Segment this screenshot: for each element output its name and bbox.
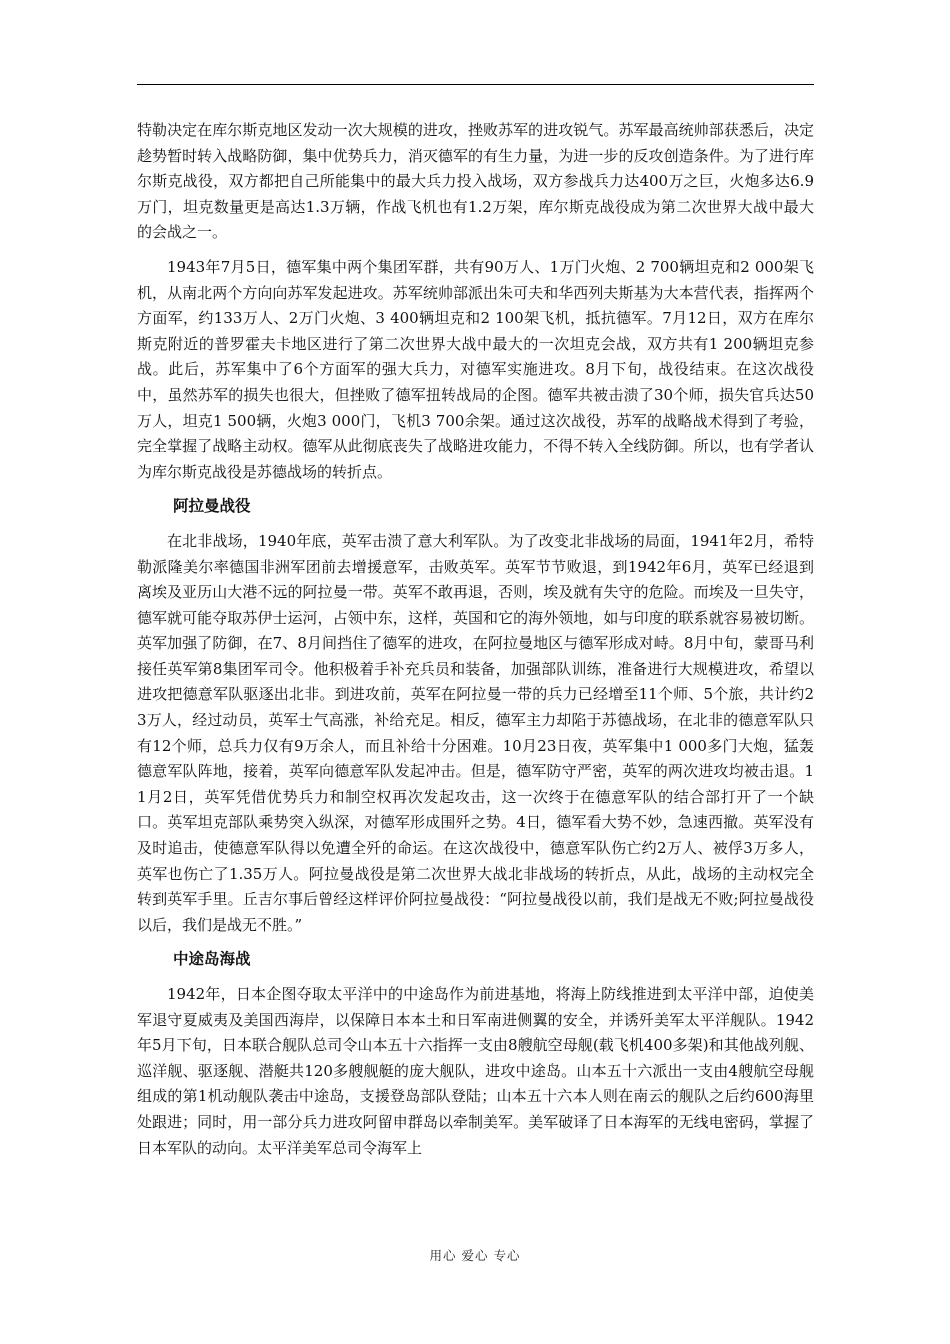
section-heading-alamein: 阿拉曼战役 <box>173 497 251 516</box>
paragraph-alamein: 在北非战场，1940年底，英军击溃了意大利军队。为了改变北非战场的局面，1941年2月，希特勒派隆美尔率德国非洲军团前去增援意军，击败英军。英军节节败退，到1942年6月，英军已经退到离埃及亚历山大港不远的阿拉曼一带。英军不敢再退，否则，埃及就有失守的危险。而埃及一旦失守，德军就可能夺取苏伊士运河，占领中东，这样，英国和它的海外领地，如与印度的联系就容易被切断。英军加强了防御，在7、8月间挡住了德军的进攻，在阿拉曼地区与德军形成对峙。8月中旬，蒙哥马利接任英军第8集团军司令。他积极着手补充兵员和装备，加强部队训练，准备进行大规模进攻，希望以进攻把德意军队驱逐出北非。到进攻前，英军在阿拉曼一带的兵力已经增至11个师、5个旅，共计约23万人，经过动员，英军士气高涨，补给充足。相反，德军主力却陷于苏德战场，在北非的德意军队只有12个师，总兵力仅有9万余人，而且补给十分困难。10月23日夜，英军集中1 000多门大炮，猛轰德意军队阵地，接着，英军向德意军队发起冲击。但是，德军防守严密，英军的两次进攻均被击退。11月2日，英军凭借优势兵力和制空权再次发起攻击，这一次终于在德意军队的结合部打开了一个缺口。英军坦克部队乘势突入纵深，对德军形成围歼之势。4日，德军看大势不妙，急速西撤。英军没有及时追击，使德意军队得以免遭全歼的命运。在这次战役中，德意军队伤亡约2万人、被俘3万多人，英军也伤亡了1.35万人。阿拉曼战役是第二次世界大战北非战场的转折点，从此，战场的主动权完全转到英军手里。丘吉尔事后曾经这样评价阿拉曼战役：“阿拉曼战役以前，我们是战无不败;阿拉曼战役以后，我们是战无不胜。” <box>137 531 815 934</box>
paragraph-kursk-battle: 1943年7月5日，德军集中两个集团军群，共有90万人、1万门火炮、2 700辆坦克和2 000架飞机，从南北两个方向向苏军发起进攻。苏军统帅部派出朱可夫和华西列夫斯基为大本营代表，指挥两个方面军，约133万人、2万门火炮、3 400辆坦克和2 100架飞机，抵抗德军。7月12日，双方在库尔斯克附近的普罗霍夫卡地区进行了第二次世界大战中最大的一次坦克会战，双方共有1 200辆坦克参战。此后，苏军集中了6个方面军的强大兵力，对德军实施进攻。8月下旬，战役结束。在这次战役中，虽然苏军的损失也很大，但挫败了德军扭转战局的企图。德军共被击溃了30个师，损失官兵达50万人，坦克1 500辆，火炮3 000门，飞机3 700余架。通过这次战役，苏军的战略战术得到了考验，完全掌握了战略主动权。德军从此彻底丧失了战略进攻能力，不得不转入全线防御。所以，也有学者认为库尔斯克战役是苏德战场的转折点。 <box>137 257 814 481</box>
section-heading-midway: 中途岛海战 <box>173 950 251 969</box>
header-rule <box>137 84 814 85</box>
paragraph-midway: 1942年，日本企图夺取太平洋中的中途岛作为前进基地，将海上防线推进到太平洋中部，迫使美军退守夏威夷及美国西海岸，以保障日本本土和日军南进侧翼的安全，并诱歼美军太平洋舰队。1942年5月下旬，日本联合舰队总司令山本五十六指挥一支由8艘航空母舰(载飞机400多架)和其他战列舰、巡洋舰、驱逐舰、潜艇共120多艘舰艇的庞大舰队，进攻中途岛。山本五十六派出一支由4艘航空母舰组成的第1机动舰队袭击中途岛，支援登岛部队登陆；山本五十六本人则在南云的舰队之后约600海里处跟进；同时，用一部分兵力进攻阿留申群岛以牵制美军。美军破译了日本海军的无线电密码，掌握了日本军队的动向。太平洋美军总司令海军上 <box>137 985 814 1157</box>
page-footer: 用心 爱心 专心 <box>429 1248 521 1263</box>
paragraph-kursk-intro: 特勒决定在库尔斯克地区发动一次大规模的进攻，挫败苏军的进攻锐气。苏军最高统帅部获悉后，决定趁势暂时转入战略防御，集中优势兵力，消灭德军的有生力量，为进一步的反攻创造条件。为了进行库尔斯克战役，双方都把自己所能集中的最大兵力投入战场，双方参战兵力达400万之巨，火炮多达6.9万门，坦克数量更是高达1.3万辆，作战飞机也有1.2万架，库尔斯克战役成为第二次世界大战中最大的会战之一。 <box>137 121 814 242</box>
document-body <box>137 118 814 1161</box>
